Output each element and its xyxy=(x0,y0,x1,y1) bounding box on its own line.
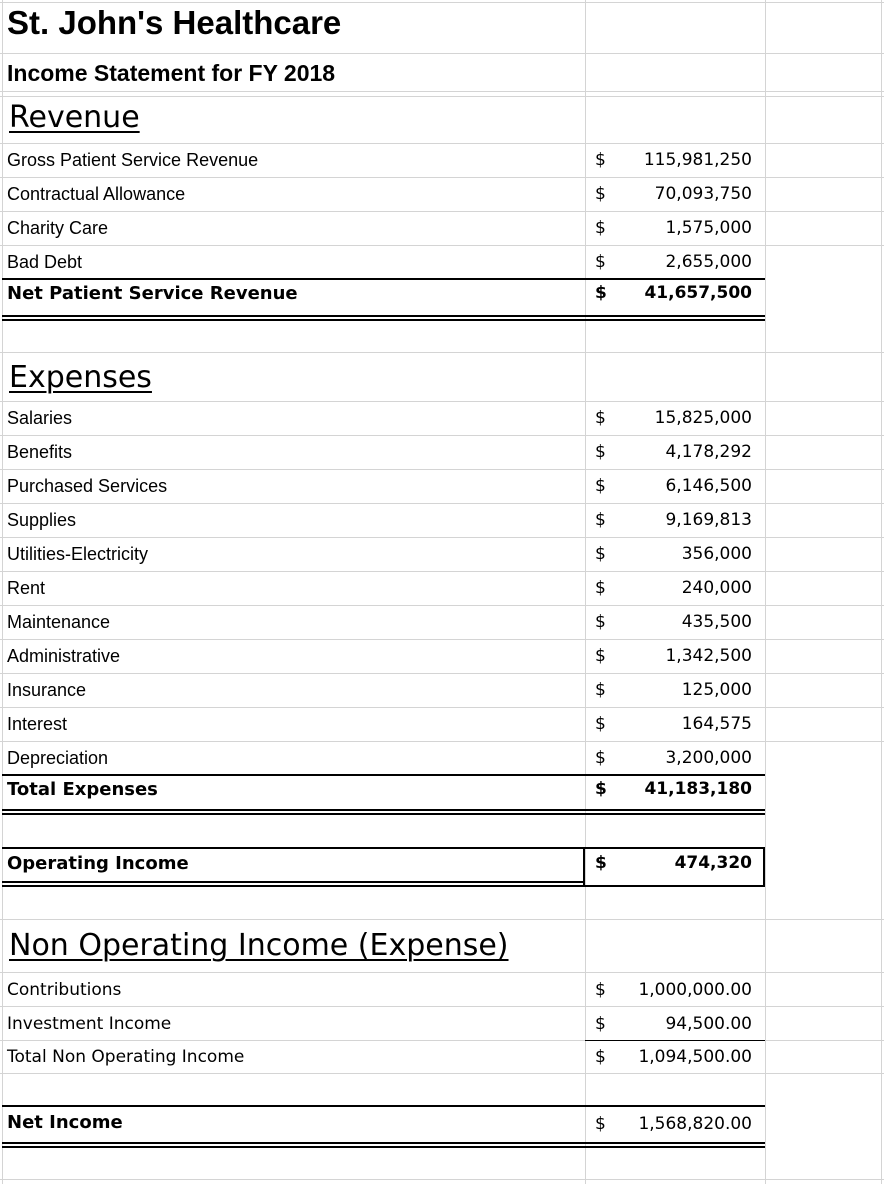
row-amount: 1,000,000.00 xyxy=(638,980,752,1000)
currency-symbol: $ xyxy=(595,283,607,303)
row-label: Depreciation xyxy=(7,748,109,768)
currency-symbol: $ xyxy=(595,252,606,272)
row-amount: 164,575 xyxy=(681,714,752,734)
currency-symbol: $ xyxy=(595,184,606,204)
row-amount: 94,500.00 xyxy=(665,1014,752,1034)
row-amount: 6,146,500 xyxy=(665,476,752,496)
currency-symbol: $ xyxy=(595,1014,606,1034)
row-amount: 115,981,250 xyxy=(643,150,752,170)
row-amount: 240,000 xyxy=(681,578,752,598)
currency-symbol: $ xyxy=(595,408,606,428)
currency-symbol: $ xyxy=(595,150,606,170)
row-amount: 2,655,000 xyxy=(665,252,752,272)
non-operating-heading: Non Operating Income (Expense) xyxy=(9,928,509,963)
row-label: Investment Income xyxy=(7,1014,172,1034)
currency-symbol: $ xyxy=(595,748,606,768)
row-label: Charity Care xyxy=(7,218,109,238)
currency-symbol: $ xyxy=(595,510,606,530)
row-label: Contractual Allowance xyxy=(7,184,186,204)
row-amount: 356,000 xyxy=(681,544,752,564)
row-amount: 125,000 xyxy=(681,680,752,700)
row-amount: 41,183,180 xyxy=(644,779,752,799)
row-label: Salaries xyxy=(7,408,73,428)
row-amount: 1,568,820.00 xyxy=(638,1114,752,1134)
row-label: Rent xyxy=(7,578,46,598)
row-label: Utilities-Electricity xyxy=(7,544,149,564)
row-label: Net Income xyxy=(7,1112,123,1133)
row-amount: 15,825,000 xyxy=(654,408,752,428)
row-label: Administrative xyxy=(7,646,121,666)
row-amount: 9,169,813 xyxy=(665,510,752,530)
company-title: St. John's Healthcare xyxy=(7,4,342,41)
row-amount: 41,657,500 xyxy=(644,283,752,303)
row-label: Total Non Operating Income xyxy=(7,1047,245,1067)
row-label: Contributions xyxy=(7,980,122,1000)
row-amount: 1,094,500.00 xyxy=(638,1047,752,1067)
row-amount: 3,200,000 xyxy=(665,748,752,768)
row-label: Total Expenses xyxy=(7,779,158,800)
currency-symbol: $ xyxy=(595,1047,606,1067)
row-label: Net Patient Service Revenue xyxy=(7,283,298,304)
currency-symbol: $ xyxy=(595,218,606,238)
currency-symbol: $ xyxy=(595,578,606,598)
currency-symbol: $ xyxy=(595,853,607,873)
row-label: Purchased Services xyxy=(7,476,168,496)
row-label: Insurance xyxy=(7,680,87,700)
row-amount: 4,178,292 xyxy=(665,442,752,462)
row-label: Maintenance xyxy=(7,612,111,632)
expenses-heading: Expenses xyxy=(9,360,152,395)
revenue-heading: Revenue xyxy=(9,100,140,135)
currency-symbol: $ xyxy=(595,544,606,564)
row-label: Benefits xyxy=(7,442,73,462)
statement-subtitle: Income Statement for FY 2018 xyxy=(7,60,336,86)
currency-symbol: $ xyxy=(595,442,606,462)
row-amount: 435,500 xyxy=(681,612,752,632)
row-label: Gross Patient Service Revenue xyxy=(7,150,259,170)
row-label: Supplies xyxy=(7,510,77,530)
row-label: Bad Debt xyxy=(7,252,83,272)
row-amount: 1,342,500 xyxy=(665,646,752,666)
currency-symbol: $ xyxy=(595,1114,606,1134)
currency-symbol: $ xyxy=(595,680,606,700)
currency-symbol: $ xyxy=(595,612,606,632)
row-amount: 1,575,000 xyxy=(665,218,752,238)
currency-symbol: $ xyxy=(595,714,606,734)
currency-symbol: $ xyxy=(595,779,607,799)
currency-symbol: $ xyxy=(595,646,606,666)
currency-symbol: $ xyxy=(595,980,606,1000)
row-amount: 70,093,750 xyxy=(654,184,752,204)
row-label: Interest xyxy=(7,714,68,734)
row-amount: 474,320 xyxy=(674,853,752,873)
row-label: Operating Income xyxy=(7,853,189,874)
currency-symbol: $ xyxy=(595,476,606,496)
